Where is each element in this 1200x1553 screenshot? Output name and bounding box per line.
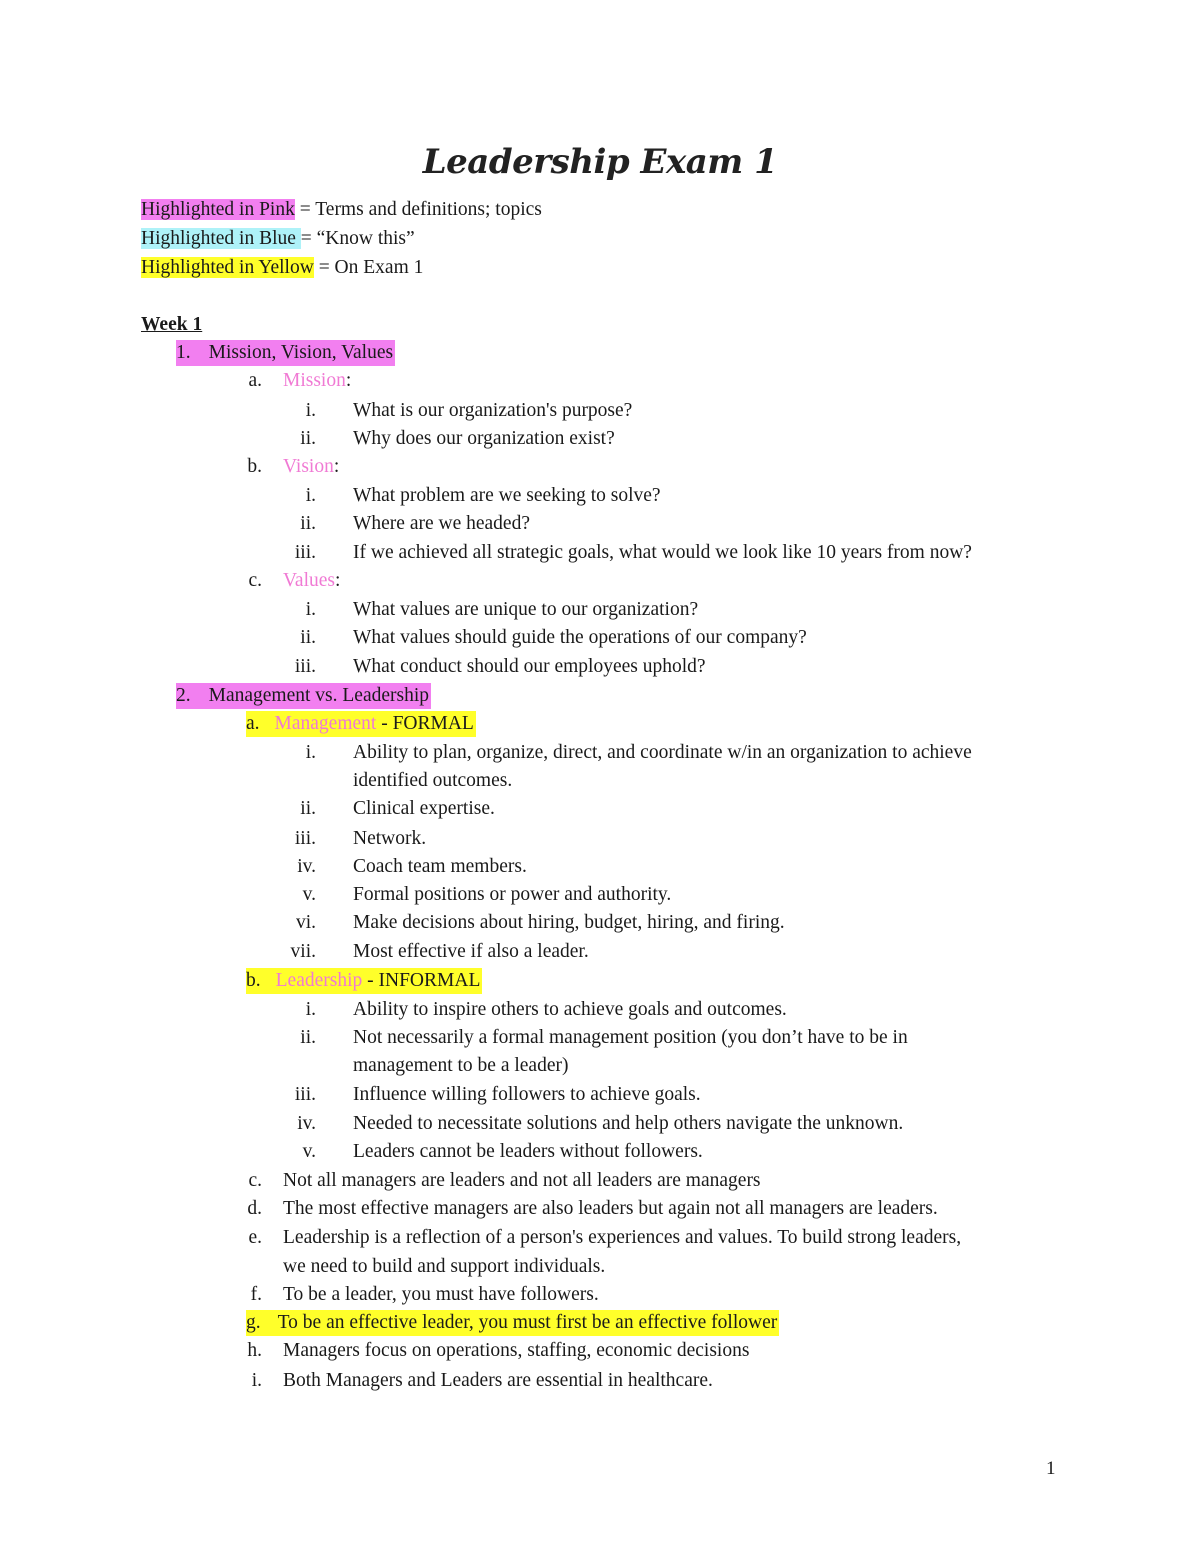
page-title: Leadership Exam 1 xyxy=(422,142,778,182)
list-marker: ii. xyxy=(300,513,316,534)
legend-pink xyxy=(141,197,542,223)
list-marker: iv. xyxy=(297,1113,316,1134)
list-item: Make decisions about hiring, budget, hiring, and firing. xyxy=(353,912,785,933)
management-term: Management xyxy=(274,713,377,734)
legend-pink-desc: = Terms and definitions; topics xyxy=(294,199,542,220)
list-marker: ii. xyxy=(300,798,316,819)
list-item: To be an effective leader, you must first be an effective follower xyxy=(277,1312,778,1333)
list-item: Not necessarily a formal management position (you don’t have to be in xyxy=(353,1027,908,1048)
section-1-number: 1. xyxy=(176,342,191,363)
list-item-continued: management to be a leader) xyxy=(353,1055,569,1076)
list-item: Leadership is a reflection of a person's experiences and values. To build strong leaders, xyxy=(283,1227,962,1248)
legend-yellow-label: Highlighted in Yellow xyxy=(141,257,314,278)
management-suffix: - FORMAL xyxy=(376,713,474,734)
legend-blue-desc: = “Know this” xyxy=(300,228,415,249)
list-marker: iii. xyxy=(294,1084,316,1105)
list-marker: vii. xyxy=(290,941,316,962)
section-2-title: Management vs. Leadership xyxy=(208,685,430,706)
list-item-continued: we need to build and support individuals. xyxy=(283,1256,606,1277)
list-item: Coach team members. xyxy=(353,856,527,877)
list-item: Why does our organization exist? xyxy=(353,428,615,449)
page-number: 1 xyxy=(1046,1458,1056,1479)
list-marker: f. xyxy=(250,1284,262,1305)
leadership-suffix: - INFORMAL xyxy=(362,970,481,991)
list-item: Ability to plan, organize, direct, and coordinate w/in an organization to achieve xyxy=(353,742,972,763)
values-term-suffix: : xyxy=(335,570,341,591)
list-marker: iii. xyxy=(294,656,316,677)
list-item: Ability to inspire others to achieve goals and outcomes. xyxy=(353,999,787,1020)
list-item: What problem are we seeking to solve? xyxy=(353,485,661,506)
list-item: Managers focus on operations, staffing, economic decisions xyxy=(283,1340,750,1361)
list-item: The most effective managers are also leaders but again not all managers are leaders. xyxy=(283,1198,938,1219)
leadership-heading xyxy=(246,968,482,994)
list-marker: v. xyxy=(302,884,316,905)
list-item: Both Managers and Leaders are essential in healthcare. xyxy=(283,1370,713,1391)
list-item: Not all managers are leaders and not all leaders are managers xyxy=(283,1170,761,1191)
list-marker: h. xyxy=(247,1340,262,1361)
list-marker: c. xyxy=(248,1170,262,1191)
mission-term-label: Mission xyxy=(283,370,346,391)
list-item: What values are unique to our organization? xyxy=(353,599,699,620)
list-item: Network. xyxy=(353,828,427,849)
list-marker: ii. xyxy=(300,428,316,449)
legend-yellow-desc: = On Exam 1 xyxy=(313,257,424,278)
leadership-term: Leadership xyxy=(275,970,363,991)
list-marker: iv. xyxy=(297,856,316,877)
week-heading: Week 1 xyxy=(141,314,203,335)
list-item-continued: identified outcomes. xyxy=(353,770,513,791)
mission-marker: a. xyxy=(248,370,262,391)
list-marker: i. xyxy=(305,485,316,506)
section-1-heading xyxy=(176,340,395,366)
legend-blue xyxy=(141,226,415,252)
list-marker: d. xyxy=(247,1198,262,1219)
list-item: Most effective if also a leader. xyxy=(353,941,589,962)
list-marker: ii. xyxy=(300,627,316,648)
mission-term-suffix: : xyxy=(345,370,352,391)
section-2-heading xyxy=(176,683,431,709)
list-marker: ii. xyxy=(300,1027,316,1048)
list-marker: vi. xyxy=(295,912,316,933)
list-item: Formal positions or power and authority. xyxy=(353,884,672,905)
list-item: Leaders cannot be leaders without followers. xyxy=(353,1141,703,1162)
list-item: What values should guide the operations of our company? xyxy=(353,627,807,648)
leadership-marker: b. xyxy=(246,970,261,991)
list-item: Needed to necessitate solutions and help others navigate the unknown. xyxy=(353,1113,904,1134)
legend-pink-label: Highlighted in Pink xyxy=(141,199,295,220)
vision-marker: b. xyxy=(247,456,262,477)
list-item: Where are we headed? xyxy=(353,513,530,534)
legend-blue-label: Highlighted in Blue xyxy=(141,228,301,249)
list-marker: i. xyxy=(305,999,316,1020)
list-marker: iii. xyxy=(294,828,316,849)
mission-term xyxy=(283,368,351,394)
highlighted-point xyxy=(246,1310,779,1336)
list-item: What conduct should our employees uphold? xyxy=(353,656,706,677)
vision-term-label: Vision xyxy=(283,456,334,477)
list-marker: v. xyxy=(302,1141,316,1162)
management-heading xyxy=(246,711,476,737)
list-marker: e. xyxy=(248,1227,262,1248)
list-marker: i. xyxy=(305,599,316,620)
management-marker: a. xyxy=(246,713,260,734)
legend-yellow xyxy=(141,255,423,281)
values-marker: c. xyxy=(248,570,262,591)
vision-term xyxy=(283,454,339,480)
list-marker: i. xyxy=(305,400,316,421)
list-item: To be a leader, you must have followers. xyxy=(283,1284,599,1305)
list-marker: iii. xyxy=(294,542,316,563)
list-marker: g. xyxy=(246,1312,261,1333)
list-marker: i. xyxy=(305,742,316,763)
section-1-title: Mission, Vision, Values xyxy=(208,342,394,363)
list-item: What is our organization's purpose? xyxy=(353,400,633,421)
list-marker: i. xyxy=(251,1370,262,1391)
list-item: If we achieved all strategic goals, what would we look like 10 years from now? xyxy=(353,542,972,563)
vision-term-suffix: : xyxy=(333,456,340,477)
list-item: Influence willing followers to achieve goals. xyxy=(353,1084,701,1105)
section-2-number: 2. xyxy=(176,685,191,706)
list-item: Clinical expertise. xyxy=(353,798,495,819)
values-term-label: Values xyxy=(283,570,335,591)
values-term xyxy=(283,568,340,594)
